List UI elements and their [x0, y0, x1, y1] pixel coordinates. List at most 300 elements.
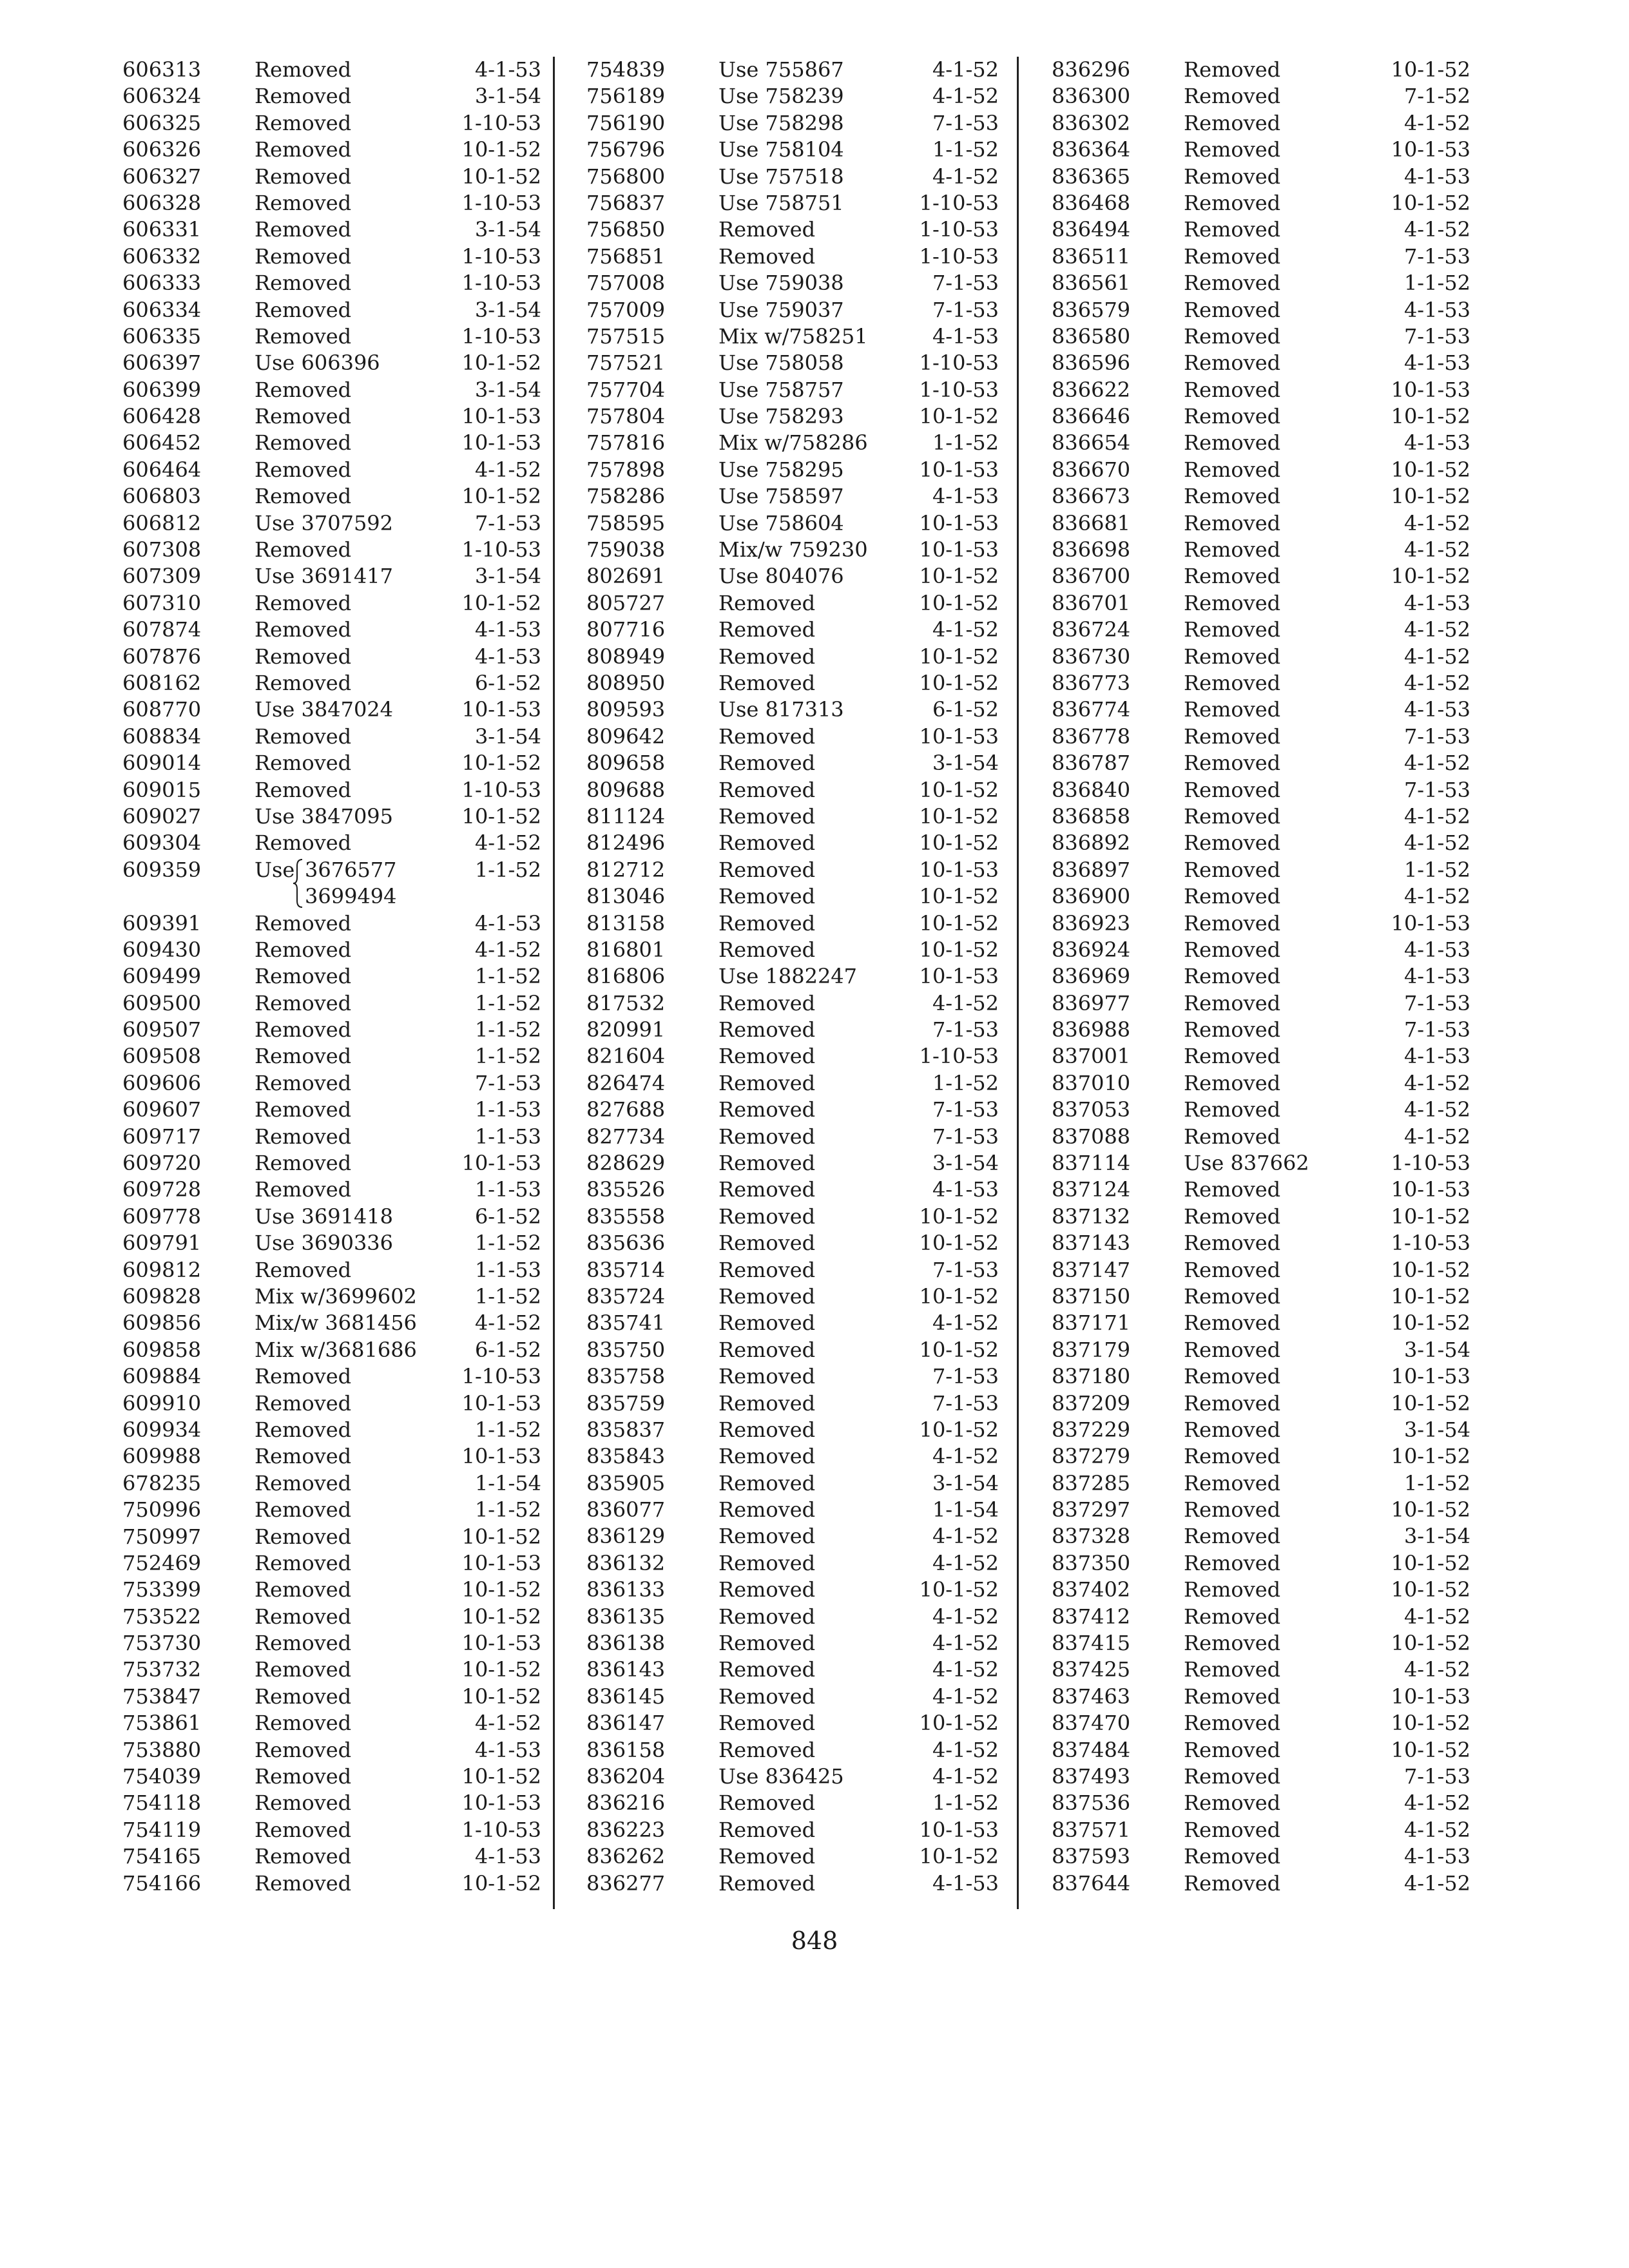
table-row [1052, 750, 1470, 776]
effective-date: 10-1-52 [461, 484, 541, 509]
column-divider [553, 57, 555, 1909]
effective-date: 7-1-53 [1403, 724, 1470, 749]
part-number: 835526 [586, 1177, 666, 1202]
table-row [586, 563, 999, 590]
part-number: 837593 [1052, 1844, 1131, 1869]
table-row [122, 1630, 541, 1657]
table-row [1052, 244, 1470, 270]
part-number: 606803 [122, 484, 202, 509]
table-row [1052, 644, 1470, 670]
effective-date: 7-1-53 [932, 1257, 999, 1282]
part-number: 837150 [1052, 1283, 1131, 1309]
status-text: Removed [1184, 1870, 1281, 1896]
part-number: 812712 [586, 857, 666, 882]
status-text: Removed [1184, 964, 1281, 989]
status-text: Removed [718, 1684, 816, 1709]
status-text: Use 3847095 [255, 803, 394, 829]
status-text: Removed [255, 190, 352, 215]
status-text: Removed [255, 724, 352, 749]
status-text: Removed [255, 990, 352, 1015]
table-row [1052, 1257, 1470, 1283]
status-text: Removed [255, 110, 352, 135]
part-number: 835636 [586, 1231, 666, 1256]
effective-date: 4-1-53 [474, 57, 541, 82]
effective-date: 1-10-53 [1391, 1231, 1470, 1256]
effective-date: 10-1-53 [461, 1390, 541, 1416]
effective-date: 10-1-52 [919, 1204, 999, 1229]
status-text: Removed [718, 1044, 816, 1069]
effective-date: 4-1-52 [1403, 884, 1470, 909]
part-number: 757521 [586, 351, 666, 376]
table-row [122, 137, 541, 163]
effective-date: 4-1-53 [1403, 297, 1470, 322]
status-text: Removed [255, 1017, 352, 1043]
status-text: Use 3707592 [255, 510, 394, 535]
part-number: 606333 [122, 271, 202, 296]
status-text: Removed [255, 1364, 352, 1389]
table-row [586, 1843, 999, 1870]
status-text: Removed [255, 1550, 352, 1575]
table-row [1052, 1417, 1470, 1443]
part-number: 827734 [586, 1124, 666, 1149]
effective-date: 10-1-52 [919, 1417, 999, 1442]
table-row [1052, 1604, 1470, 1630]
table-row [586, 377, 999, 403]
status-text: Use 758058 [718, 351, 844, 376]
effective-date: 4-1-52 [1403, 751, 1470, 776]
effective-date: 4-1-52 [932, 990, 999, 1015]
effective-date: 4-1-52 [474, 457, 541, 482]
part-number: 609027 [122, 803, 202, 829]
status-text: Removed [255, 617, 352, 642]
status-text: Removed [255, 1177, 352, 1202]
status-text: Removed [718, 1151, 816, 1176]
status-text: Use 759038 [718, 271, 844, 296]
status-text: Removed [255, 1097, 352, 1122]
effective-date: 1-1-52 [474, 857, 541, 882]
part-number: 836300 [1052, 84, 1131, 109]
status-text: Removed [718, 217, 816, 242]
effective-date: 10-1-52 [1391, 190, 1470, 215]
replacement-number: 3699494 [305, 884, 397, 909]
effective-date: 4-1-52 [1403, 110, 1470, 135]
effective-date: 7-1-53 [932, 1364, 999, 1389]
status-text: Removed [1184, 590, 1281, 615]
table-row [586, 1204, 999, 1230]
table-row [122, 1283, 541, 1310]
effective-date: 10-1-52 [1391, 564, 1470, 589]
status-text: Removed [718, 644, 816, 669]
status-text: Removed [255, 1151, 352, 1176]
table-row [586, 1017, 999, 1043]
effective-date: 4-1-53 [1403, 964, 1470, 989]
part-number: 835714 [586, 1257, 666, 1282]
part-number: 606325 [122, 110, 202, 135]
table-row [1052, 110, 1470, 137]
part-number: 757009 [586, 297, 666, 322]
part-number: 807716 [586, 617, 666, 642]
part-number: 606331 [122, 217, 202, 242]
part-number: 753847 [122, 1684, 202, 1709]
part-number: 609934 [122, 1417, 202, 1442]
part-number: 836365 [1052, 164, 1131, 189]
table-row [1052, 1577, 1470, 1603]
effective-date: 10-1-52 [1391, 1711, 1470, 1736]
effective-date: 7-1-53 [932, 297, 999, 322]
part-number: 836511 [1052, 244, 1131, 269]
status-text: Removed [718, 1097, 816, 1122]
table-row [1052, 297, 1470, 323]
table-row [586, 803, 999, 830]
table-row [122, 1710, 541, 1736]
part-number: 817532 [586, 990, 666, 1015]
status-text: Removed [718, 857, 816, 882]
part-number: 757704 [586, 377, 666, 402]
table-row [586, 137, 999, 163]
status-text: Removed [255, 1577, 352, 1602]
status-text: Removed [718, 1711, 816, 1736]
effective-date: 10-1-52 [919, 937, 999, 962]
table-row [122, 350, 541, 376]
status-text: Removed [1184, 217, 1281, 242]
table-row [586, 1097, 999, 1123]
part-number: 758595 [586, 510, 666, 535]
effective-date: 4-1-52 [932, 1631, 999, 1656]
part-number: 837053 [1052, 1097, 1131, 1122]
effective-date: 10-1-53 [461, 1550, 541, 1575]
effective-date: 7-1-53 [474, 510, 541, 535]
status-text: Removed [255, 1044, 352, 1069]
effective-date: 7-1-53 [1403, 323, 1470, 349]
part-number: 813046 [586, 884, 666, 909]
part-number: 809642 [586, 724, 666, 749]
table-row [122, 1124, 541, 1150]
effective-date: 1-1-53 [474, 1257, 541, 1282]
effective-date: 10-1-52 [919, 1337, 999, 1362]
status-text: Removed [1184, 724, 1281, 749]
table-row [1052, 937, 1470, 963]
status-text: Use 837662 [1184, 1151, 1309, 1176]
part-number: 609304 [122, 831, 202, 856]
status-text: Removed [1184, 430, 1281, 456]
table-row [122, 644, 541, 670]
status-text: Removed [255, 1684, 352, 1709]
part-number: 753522 [122, 1604, 202, 1629]
status-text: Removed [718, 1470, 816, 1495]
table-row [1052, 1497, 1470, 1523]
table-row [586, 1150, 999, 1177]
table-row [586, 403, 999, 430]
part-number: 609499 [122, 964, 202, 989]
table-row [122, 1604, 541, 1630]
table-row [122, 1550, 541, 1577]
part-number: 827688 [586, 1097, 666, 1122]
status-text: Use 758298 [718, 110, 844, 135]
effective-date: 10-1-52 [461, 1524, 541, 1549]
table-row [586, 297, 999, 323]
part-number: 836158 [586, 1737, 666, 1762]
part-number: 753730 [122, 1631, 202, 1656]
part-number: 609791 [122, 1231, 202, 1256]
part-number: 837209 [1052, 1390, 1131, 1416]
table-row [586, 1737, 999, 1763]
status-text: Use 3847024 [255, 697, 394, 722]
part-number: 836773 [1052, 670, 1131, 695]
table-row [122, 110, 541, 137]
table-row [1052, 803, 1470, 830]
status-text: Removed [1184, 1657, 1281, 1682]
effective-date: 10-1-52 [1391, 1311, 1470, 1336]
replacement-number: 3676577 [305, 857, 397, 882]
table-row [1052, 1657, 1470, 1683]
effective-date: 4-1-52 [1403, 510, 1470, 535]
table-row [122, 724, 541, 750]
part-number: 606452 [122, 430, 202, 456]
table-row [586, 244, 999, 270]
status-text: Removed [255, 84, 352, 109]
status-text: Use 758604 [718, 510, 844, 535]
table-row [1052, 1470, 1470, 1497]
table-row [586, 1070, 999, 1097]
table-row [586, 510, 999, 537]
effective-date: 1-10-53 [919, 377, 999, 402]
status-text: Removed [1184, 1044, 1281, 1069]
part-number: 828629 [586, 1151, 666, 1176]
part-number: 837124 [1052, 1177, 1131, 1202]
effective-date: 10-1-53 [461, 697, 541, 722]
part-number: 609508 [122, 1044, 202, 1069]
status-text: Use 804076 [718, 564, 844, 589]
table-row [1052, 883, 1470, 910]
effective-date: 4-1-52 [474, 937, 541, 962]
effective-date: 10-1-53 [919, 964, 999, 989]
table-row [122, 457, 541, 483]
part-number: 752469 [122, 1550, 202, 1575]
table-row [122, 590, 541, 617]
part-number: 836730 [1052, 644, 1131, 669]
table-row [586, 430, 999, 456]
table-row [122, 1230, 541, 1256]
part-number: 835750 [586, 1337, 666, 1362]
part-number: 837285 [1052, 1470, 1131, 1495]
effective-date: 4-1-52 [932, 57, 999, 82]
table-row [586, 1124, 999, 1150]
status-text: Removed [1184, 910, 1281, 936]
table-row [586, 457, 999, 483]
table-row [1052, 1443, 1470, 1470]
status-text: Removed [255, 1631, 352, 1656]
status-text: Removed [255, 590, 352, 615]
part-number: 836724 [1052, 617, 1131, 642]
status-text: Removed [718, 724, 816, 749]
status-text: Removed [718, 1364, 816, 1389]
part-number: 836364 [1052, 137, 1131, 162]
effective-date: 10-1-52 [1391, 1204, 1470, 1229]
effective-date: 1-1-53 [474, 1124, 541, 1149]
table-row [1052, 403, 1470, 430]
table-row [586, 1363, 999, 1390]
status-text: Removed [718, 590, 816, 615]
table-row [1052, 377, 1470, 403]
table-row [122, 1497, 541, 1523]
effective-date: 10-1-53 [919, 457, 999, 482]
status-text: Removed [1184, 1604, 1281, 1629]
effective-date: 4-1-52 [932, 164, 999, 189]
status-text: Use 758757 [718, 377, 844, 402]
status-text: Removed [1184, 84, 1281, 109]
part-number: 836077 [586, 1497, 666, 1523]
effective-date: 7-1-53 [1403, 244, 1470, 269]
effective-date: 3-1-54 [474, 724, 541, 749]
status-text: Use 758104 [718, 137, 844, 162]
status-text: Removed [255, 1817, 352, 1842]
effective-date: 4-1-52 [932, 1444, 999, 1469]
effective-date: 10-1-53 [1391, 1684, 1470, 1709]
part-number: 609856 [122, 1311, 202, 1336]
table-row [586, 1177, 999, 1203]
effective-date: 10-1-52 [919, 1711, 999, 1736]
status-text: Removed [255, 323, 352, 349]
part-number: 756837 [586, 190, 666, 215]
effective-date: 1-1-53 [474, 1097, 541, 1122]
table-row [122, 1524, 541, 1550]
part-number: 835905 [586, 1470, 666, 1495]
part-number: 835837 [586, 1417, 666, 1442]
status-text: Removed [255, 457, 352, 482]
table-row [586, 617, 999, 643]
part-number: 606334 [122, 297, 202, 322]
part-number: 609988 [122, 1444, 202, 1469]
part-number: 836701 [1052, 590, 1131, 615]
table-row [586, 83, 999, 110]
effective-date: 10-1-53 [1391, 1364, 1470, 1389]
effective-date: 7-1-53 [1403, 990, 1470, 1015]
status-text: Removed [255, 1070, 352, 1095]
part-number: 609728 [122, 1177, 202, 1202]
status-text: Removed [718, 990, 816, 1015]
status-text: Removed [718, 1444, 816, 1469]
status-text: Removed [1184, 351, 1281, 376]
table-row [1052, 1763, 1470, 1790]
table-row [1052, 483, 1470, 510]
effective-date: 10-1-53 [461, 1791, 541, 1816]
part-number: 606399 [122, 377, 202, 402]
table-row [122, 1310, 541, 1336]
table-row [586, 110, 999, 137]
effective-date: 3-1-54 [932, 751, 999, 776]
status-text: Removed [1184, 190, 1281, 215]
effective-date: 3-1-54 [474, 564, 541, 589]
table-row [122, 270, 541, 296]
effective-date: 10-1-53 [461, 404, 541, 429]
status-text: Removed [255, 57, 352, 82]
status-text: Use 758293 [718, 404, 844, 429]
status-text: Removed [1184, 777, 1281, 802]
effective-date: 4-1-52 [1403, 617, 1470, 642]
table-row [586, 724, 999, 750]
table-row [122, 1204, 541, 1230]
status-text: Removed [255, 1711, 352, 1736]
part-number: 837412 [1052, 1604, 1131, 1629]
part-number: 835758 [586, 1364, 666, 1389]
table-row [1052, 830, 1470, 856]
effective-date: 4-1-52 [1403, 1657, 1470, 1682]
part-number: 813158 [586, 910, 666, 936]
part-number: 812496 [586, 831, 666, 856]
table-row [1052, 323, 1470, 350]
status-text: Removed [255, 1417, 352, 1442]
table-row [122, 403, 541, 430]
effective-date: 7-1-53 [932, 271, 999, 296]
effective-date: 1-1-52 [474, 1044, 541, 1069]
status-text: Removed [718, 1390, 816, 1416]
status-text: Removed [1184, 1444, 1281, 1469]
table-row [1052, 1177, 1470, 1203]
effective-date: 1-10-53 [461, 323, 541, 349]
status-text: Removed [255, 670, 352, 695]
effective-date: 10-1-52 [461, 803, 541, 829]
part-number: 836147 [586, 1711, 666, 1736]
status-text: Removed [1184, 164, 1281, 189]
status-text: Removed [1184, 1764, 1281, 1789]
effective-date: 4-1-52 [1403, 537, 1470, 562]
effective-date: 10-1-52 [1391, 457, 1470, 482]
status-text: Removed [1184, 1257, 1281, 1282]
table-row [122, 483, 541, 510]
part-number: 609717 [122, 1124, 202, 1149]
part-number: 753861 [122, 1711, 202, 1736]
part-number: 836302 [1052, 110, 1131, 135]
status-text: Removed [1184, 937, 1281, 962]
effective-date: 4-1-53 [932, 1177, 999, 1202]
part-number: 811124 [586, 803, 666, 829]
part-number: 837088 [1052, 1124, 1131, 1149]
table-row [122, 1763, 541, 1790]
part-number: 837350 [1052, 1550, 1131, 1575]
table-row [1052, 617, 1470, 643]
status-text: Removed [1184, 404, 1281, 429]
effective-date: 6-1-52 [474, 670, 541, 695]
table-row [586, 963, 999, 990]
status-text: Removed [718, 1524, 816, 1549]
status-text: Removed [1184, 1497, 1281, 1523]
part-number: 836296 [1052, 57, 1131, 82]
part-number: 607874 [122, 617, 202, 642]
status-text: Removed [1184, 57, 1281, 82]
effective-date: 10-1-53 [1391, 377, 1470, 402]
table-row [122, 1870, 541, 1897]
table-row [1052, 1817, 1470, 1843]
part-number: 606397 [122, 351, 202, 376]
part-number: 750997 [122, 1524, 202, 1549]
effective-date: 10-1-52 [1391, 1257, 1470, 1282]
effective-date: 7-1-53 [932, 1017, 999, 1043]
effective-date: 10-1-52 [1391, 1737, 1470, 1762]
effective-date: 4-1-52 [1403, 1097, 1470, 1122]
part-number: 836840 [1052, 777, 1131, 802]
effective-date: 1-1-53 [474, 1177, 541, 1202]
status-text: Removed [1184, 751, 1281, 776]
table-row [586, 910, 999, 937]
effective-date: 4-1-52 [474, 1711, 541, 1736]
table-row [1052, 216, 1470, 243]
status-text: Mix w/3681686 [255, 1337, 417, 1362]
table-row [1052, 670, 1470, 697]
status-text: Removed [1184, 1550, 1281, 1575]
status-text: Use 3691418 [255, 1204, 394, 1229]
status-text: Removed [255, 1524, 352, 1549]
status-text: Removed [255, 910, 352, 936]
